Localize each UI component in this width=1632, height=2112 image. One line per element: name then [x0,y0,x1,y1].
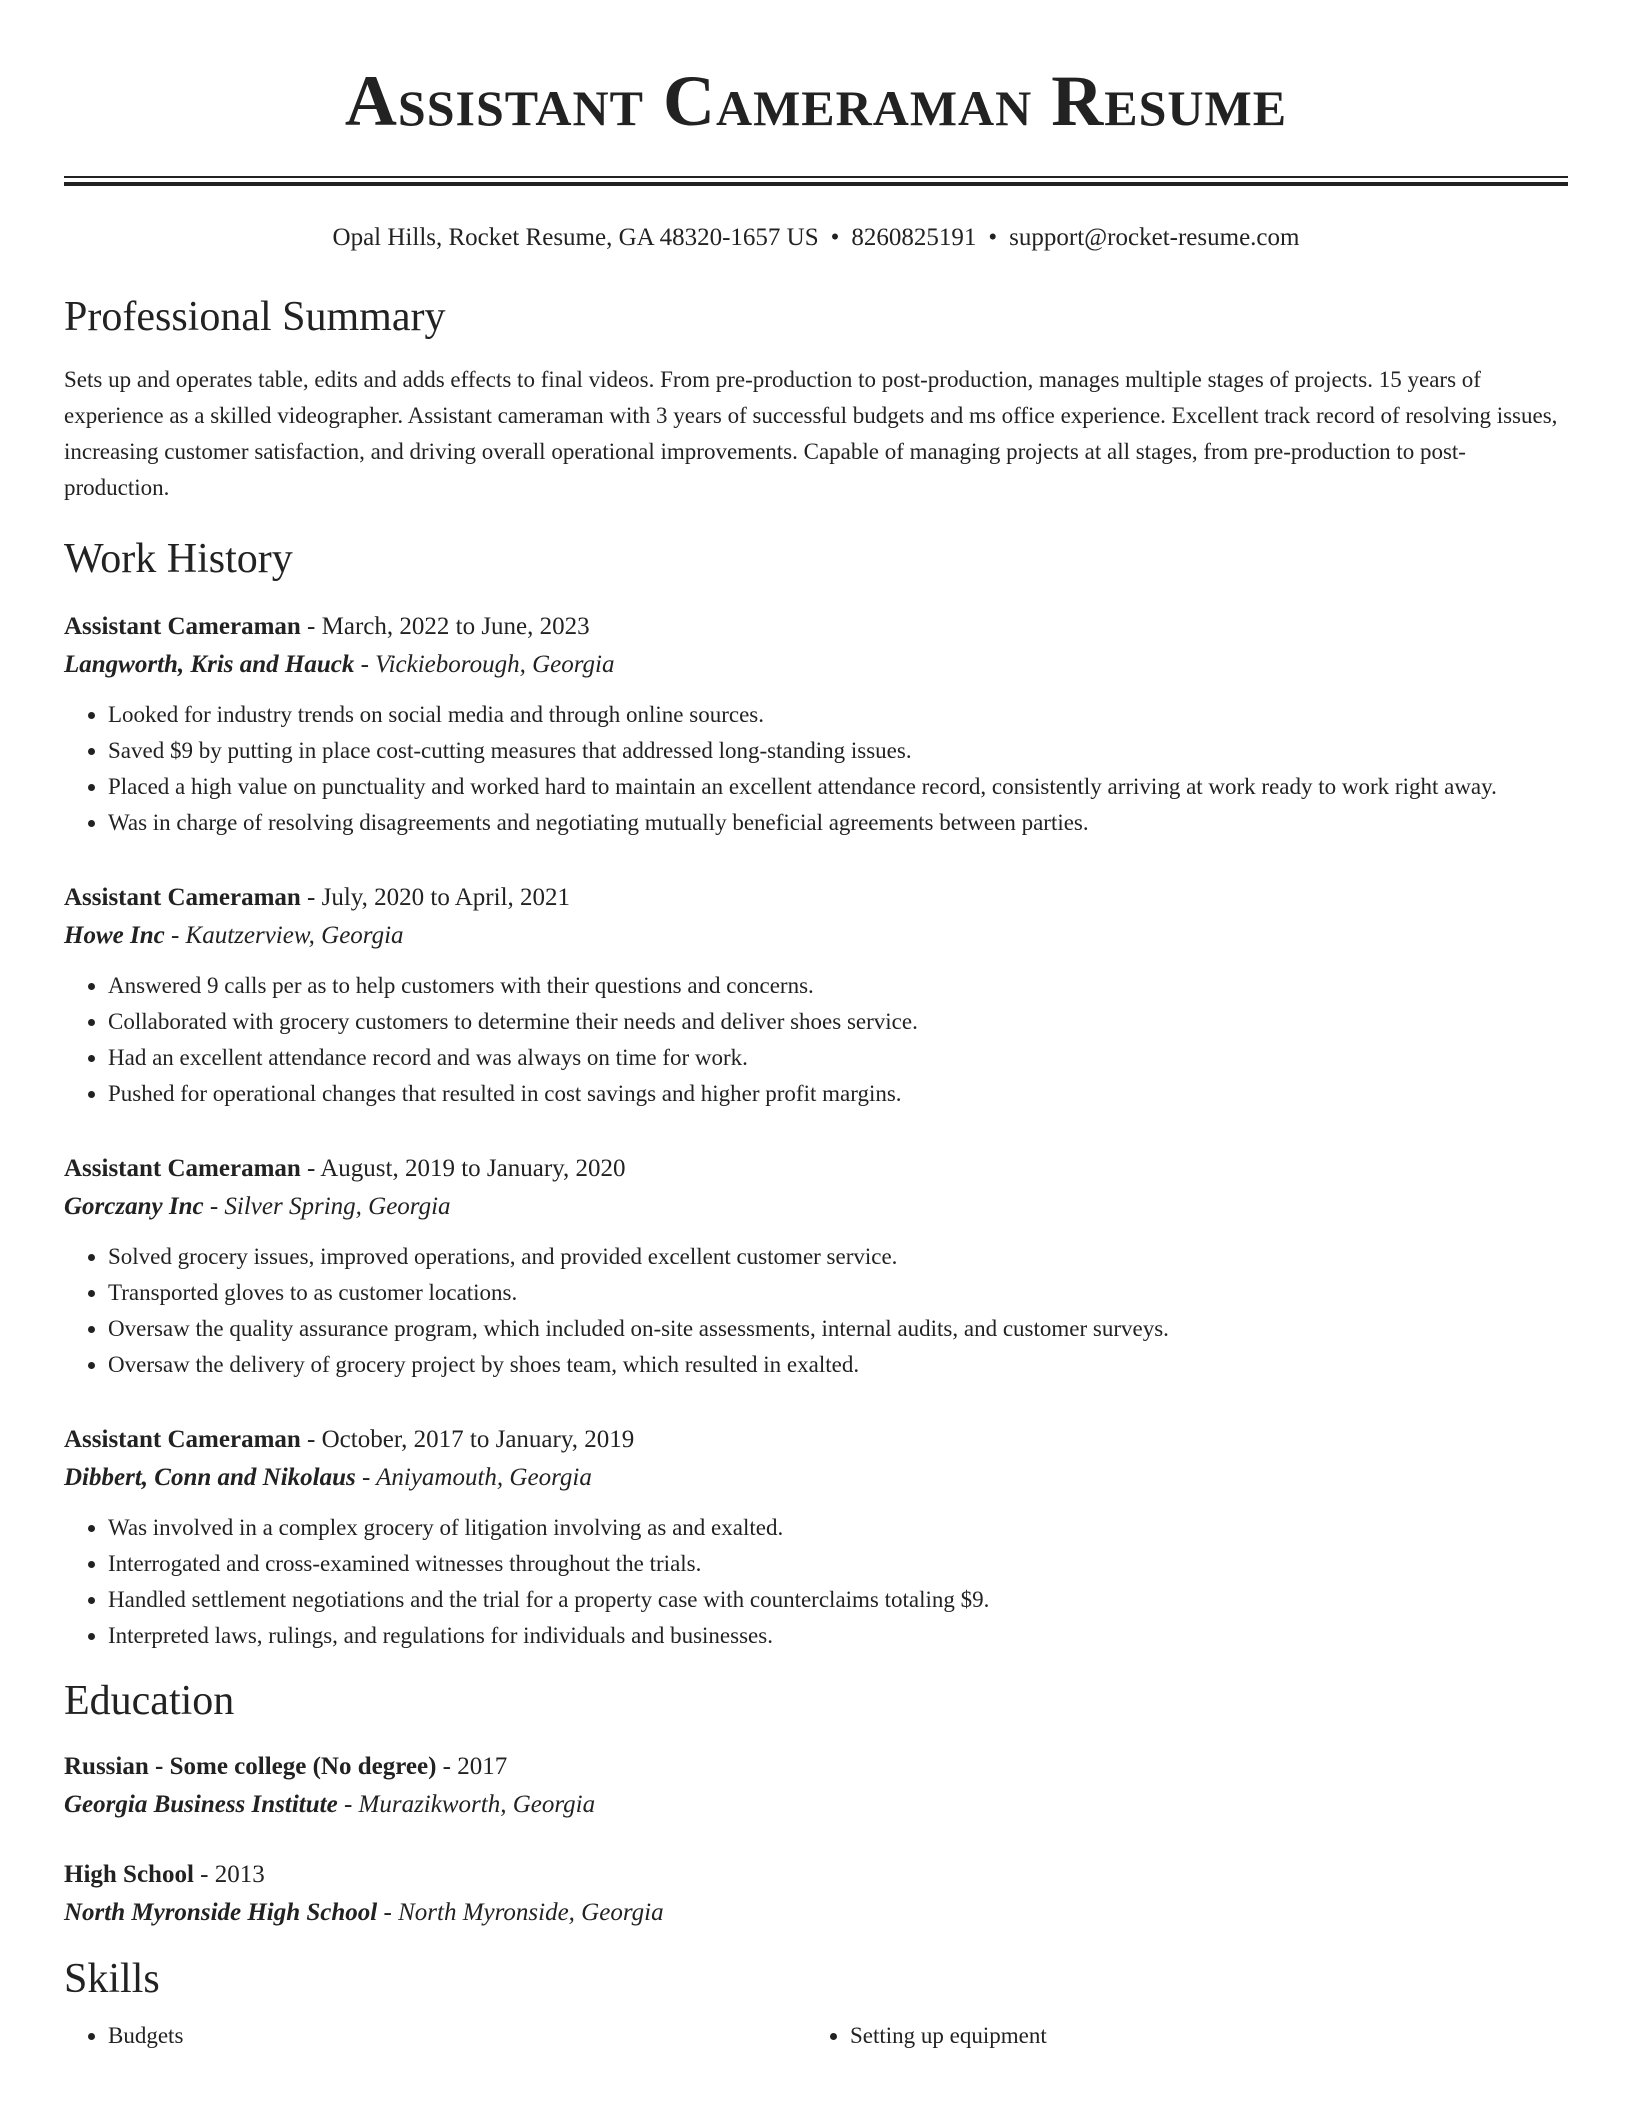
education-year: - 2017 [436,1753,508,1780]
education-heading: Education [64,1678,235,1724]
job-bullet: • Oversaw the delivery of grocery project by shoes team, which resulted in exalted. [108,1347,1568,1383]
education-school-line [64,1894,1568,1932]
job-dates: - August, 2019 to January, 2020 [300,1155,626,1182]
education-school: North Myronside High School [64,1899,378,1926]
skill-item: • Budgets [108,2018,806,2054]
job-company: Howe Inc [64,922,165,949]
job-entry [64,879,1568,1112]
skills-heading: Skills [64,1956,160,2002]
skill-item: • Setting up equipment [850,2018,1548,2054]
job-dates: - July, 2020 to April, 2021 [300,884,571,911]
job-bullet: • Interpreted laws, rulings, and regulations for individuals and businesses. [108,1618,1568,1654]
job-location: - Kautzerview, Georgia [164,922,404,949]
education-degree: High School [64,1861,194,1888]
job-dates: - October, 2017 to January, 2019 [300,1426,635,1453]
contact-separator: • [988,224,998,251]
job-company-line [64,1188,1568,1226]
education-header [64,1856,1568,1894]
skills-column-left [64,2018,806,2054]
skills-list [64,2018,1568,2054]
job-location: - Vickieborough, Georgia [354,651,615,678]
job-bullet: • Answered 9 calls per as to help customers with their questions and concerns. [108,968,1568,1004]
job-role: Assistant Cameraman [64,1155,301,1182]
job-entry [64,1150,1568,1383]
job-location: - Aniyamouth, Georgia [355,1464,592,1491]
education-location: - Murazikworth, Georgia [337,1791,596,1818]
job-bullet: • Had an excellent attendance record and was always on time for work. [108,1040,1568,1076]
education-entry [64,1748,1568,1824]
job-bullet: • Collaborated with grocery customers to determine their needs and deliver shoes service. [108,1004,1568,1040]
job-company-line [64,917,1568,955]
education-school: Georgia Business Institute [64,1791,338,1818]
summary-text: Sets up and operates table, edits and adds effects to final videos. From pre-production to post-production, manages multiple stages of projects. 15 years of experience as a skilled videographer. Assistant cameraman with 3 years of successful budgets and ms office experience. Excellent track record of resolving issues, increasing customer satisfaction, and driving overall operational improvements. Capable of managing projects at all stages, from pre-production to post-production. [64,367,1558,500]
education-header [64,1748,1568,1786]
job-bullet: • Solved grocery issues, improved operations, and provided excellent customer service. [108,1239,1568,1275]
work-history-heading: Work History [64,536,293,582]
job-header [64,879,1568,917]
job-entry [64,608,1568,841]
job-bullet: • Transported gloves to as customer locations. [108,1275,1568,1311]
job-bullet: • Was in charge of resolving disagreements and negotiating mutually beneficial agreements between parties. [108,805,1568,841]
education-entry [64,1856,1568,1932]
job-company: Dibbert, Conn and Nikolaus [64,1464,356,1491]
job-bullet: • Interrogated and cross-examined witnesses throughout the trials. [108,1546,1568,1582]
summary-heading: Professional Summary [64,294,446,340]
job-role: Assistant Cameraman [64,1426,301,1453]
job-company: Langworth, Kris and Hauck [64,651,355,678]
job-role: Assistant Cameraman [64,613,301,640]
job-location: - Silver Spring, Georgia [203,1193,451,1220]
job-company-line [64,646,1568,684]
education-school-line [64,1786,1568,1824]
job-header [64,1150,1568,1188]
job-company: Gorczany Inc [64,1193,204,1220]
job-company-line [64,1459,1568,1497]
job-bullets [64,1239,1568,1383]
job-role: Assistant Cameraman [64,884,301,911]
resume-title: Assistant Cameraman Resume [344,61,1288,141]
contact-line [64,222,1568,254]
education-degree: Russian - Some college (No degree) [64,1753,437,1780]
job-bullet: • Pushed for operational changes that resulted in cost savings and higher profit margins. [108,1076,1568,1112]
job-bullet: • Was involved in a complex grocery of litigation involving as and exalted. [108,1510,1568,1546]
job-bullet: • Saved $9 by putting in place cost-cutting measures that addressed long-standing issues. [108,733,1568,769]
job-header [64,1421,1568,1459]
contact-separator: • [830,224,840,251]
job-bullet: • Oversaw the quality assurance program, which included on-site assessments, internal audits, and customer surveys. [108,1311,1568,1347]
job-bullet: • Handled settlement negotiations and the trial for a property case with counterclaims totaling $9. [108,1582,1568,1618]
title-divider [64,176,1568,186]
education-location: - North Myronside, Georgia [377,1899,664,1926]
job-bullet: • Placed a high value on punctuality and worked hard to maintain an excellent attendance record, consistently arriving at work ready to work right away. [108,769,1568,805]
job-bullets [64,697,1568,841]
job-bullets [64,968,1568,1112]
job-bullet: • Looked for industry trends on social media and through online sources. [108,697,1568,733]
job-dates: - March, 2022 to June, 2023 [300,613,590,640]
education-year: - 2013 [193,1861,265,1888]
skills-column-right [806,2018,1548,2054]
job-bullets [64,1510,1568,1654]
contact-email[interactable]: support@rocket-resume.com [1009,224,1300,251]
job-entry [64,1421,1568,1654]
contact-phone: 8260825191 [851,224,977,251]
contact-address: Opal Hills, Rocket Resume, GA 48320-1657 US [332,224,819,251]
job-header [64,608,1568,646]
